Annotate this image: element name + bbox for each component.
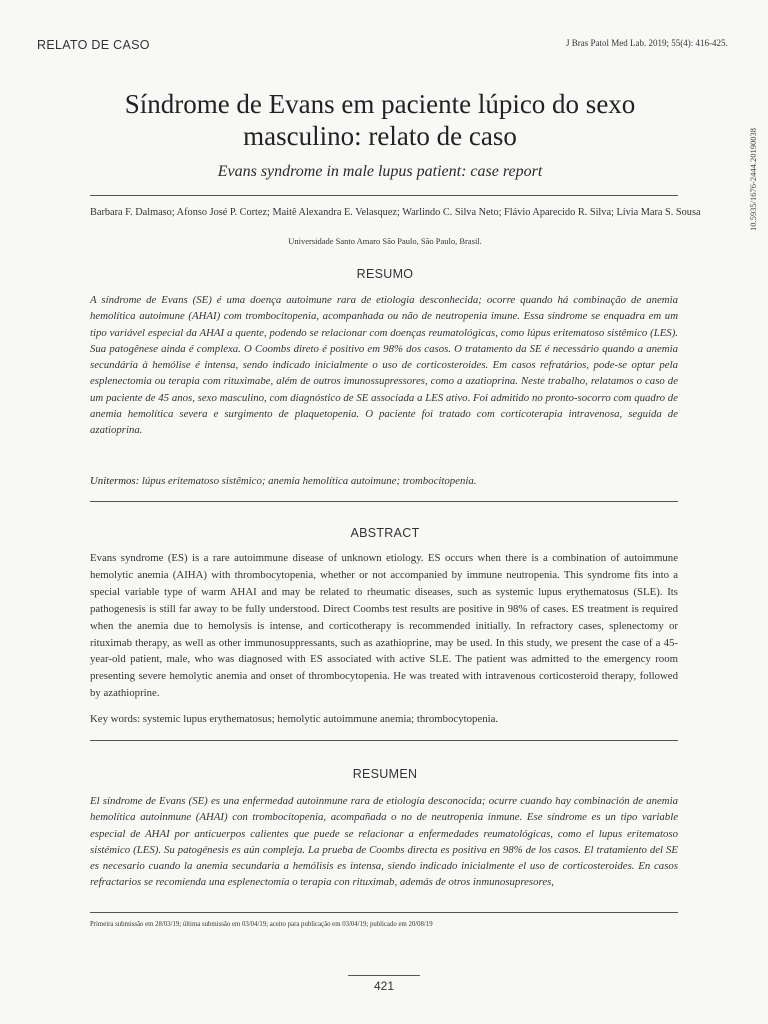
journal-citation: J Bras Patol Med Lab. 2019; 55(4): 416-425. (566, 38, 728, 48)
submission-footnote: Primeira submissão em 28/03/19; última submissão em 03/04/19; aceito para publicação em 03/04/19; publicado em 20/08/19 (90, 921, 433, 928)
author-list: Barbara F. Dalmaso; Afonso José P. Cortez; Maitê Alexandra E. Velasquez; Warlindo C. Silva Neto; Flávio Aparecido R. Silva; Lívia Mara S. Sousa (90, 207, 701, 218)
doi-text: 10.5935/1676-2444.20190038 (748, 128, 758, 231)
title-divider (90, 195, 678, 196)
resumo-heading: RESUMO (356, 267, 414, 281)
footnote-divider (90, 912, 678, 913)
resumo-body: A síndrome de Evans (SE) é uma doença autoimune rara de etiologia desconhecida; ocorre quando há combinação de anemia hemolítica autoimune (AHAI) com trombocitopenia, acompanhada ou não de neutropenia imune. Essa síndrome se enquadra em um tipo variável especial da AHAI a quente, podendo se relacionar com doenças reumatológicas, como lúpus eritematoso sistêmico (LES). Sua patogênese ainda é complexa. O Coombs direto é positivo em 98% dos casos. O tratamento da SE é necessário quando a anemia secundária à hemólise é intensa, sendo indicado inicialmente o uso de corticosteroides. Em casos refratários, pode-se optar pela esplenectomia ou terapia com rituximabe, além de outros imunossupressores, como a azatioprina. Neste trabalho, relatamos o caso de um paciente de 45 anos, sexo masculino, com diagnóstico de SE associada a LES ativo. Foi admitido no pronto-socorro com quadro de anemia hemolítica severa e surgimento de plaquetopenia. O paciente foi tratado com corticoterapia intravenosa, seguida de azatioprina. (90, 294, 678, 437)
resumo-divider (90, 501, 678, 502)
resumo-keywords (90, 475, 678, 487)
keywords-label: Unitermos: (90, 475, 140, 487)
section-label: RELATO DE CASO (37, 38, 150, 52)
abstract-body: Evans syndrome (ES) is a rare autoimmune disease of unknown etiology. ES occurs when there is a combination of autoimmune hemolytic anemia (AIHA) with thrombocytopenia, whether or not accompanied by immune neutropenia. This syndrome fits into a special variable type of warm AHAI and may be related to rheumatic diseases, such as systemic lupus erythematosus (SLE). Its pathogenesis is still far away to be fully understood. Direct Coombs test results are positive in 98% of cases. ES treatment is required when the anemia due to hemolysis is intense, and corticotherapy is recommended initially. In refractory cases, splenectomy or rituximab therapy, as well as other immunosuppressants, such as azathioprine, may be used. In this study, we present the case of a 45-year-old patient, male, who was diagnosed with ES associated with active SLE. The patient was admitted to the emergency room presenting severe hemolytic anemia and onset of thrombocytopenia. He was treated with intravenous corticosteroid therapy, followed by azathioprine. (90, 552, 678, 700)
article-subtitle: Evans syndrome in male lupus patient: case report (217, 163, 543, 180)
abstract-heading: ABSTRACT (350, 526, 420, 540)
affiliation: Universidade Santo Amaro São Paulo, São Paulo, Brasil. (288, 236, 482, 246)
abstract-divider (90, 740, 678, 741)
abstract-keywords: Key words: systemic lupus erythematosus; hemolytic autoimmune anemia; thrombocytopenia. (90, 713, 499, 725)
resumen-body: El síndrome de Evans (SE) es una enfermedad autoinmune rara de etiología desconocida; ocurre cuando hay combinación de anemia hemolítica autoinmune (AHAI) con trombocitopenia, acompañada o no de neutropenia inmune. Ese síndrome es un tipo variable especial de AHAI por anticuerpos calientes que puede se relacionar a enfermedades reumatológicas, como el lupus eritematoso sistémico (LES). Su patogénesis es aún compleja. La prueba de Coombs directa es positiva en 98% de los casos. El tratamiento del SE es necesario cuando la anemia secundaria a hemólisis es intensa, siendo indicado inicialmente el uso de corticosteroides. En casos refractarios se recomienda una esplenectomía o terapia con rituximab, además de otros inmunosupresores, (90, 795, 678, 889)
keywords-text: lúpus eritematoso sistêmico; anemia hemolítica autoimune; trombocitopenia. (139, 475, 477, 487)
page-number-rule (348, 975, 420, 976)
doi-vertical (748, 108, 758, 231)
article-title: Síndrome de Evans em paciente lúpico do sexo masculino: relato de caso (124, 89, 636, 151)
page-number: 421 (373, 979, 395, 993)
resumen-heading: RESUMEN (352, 767, 418, 781)
